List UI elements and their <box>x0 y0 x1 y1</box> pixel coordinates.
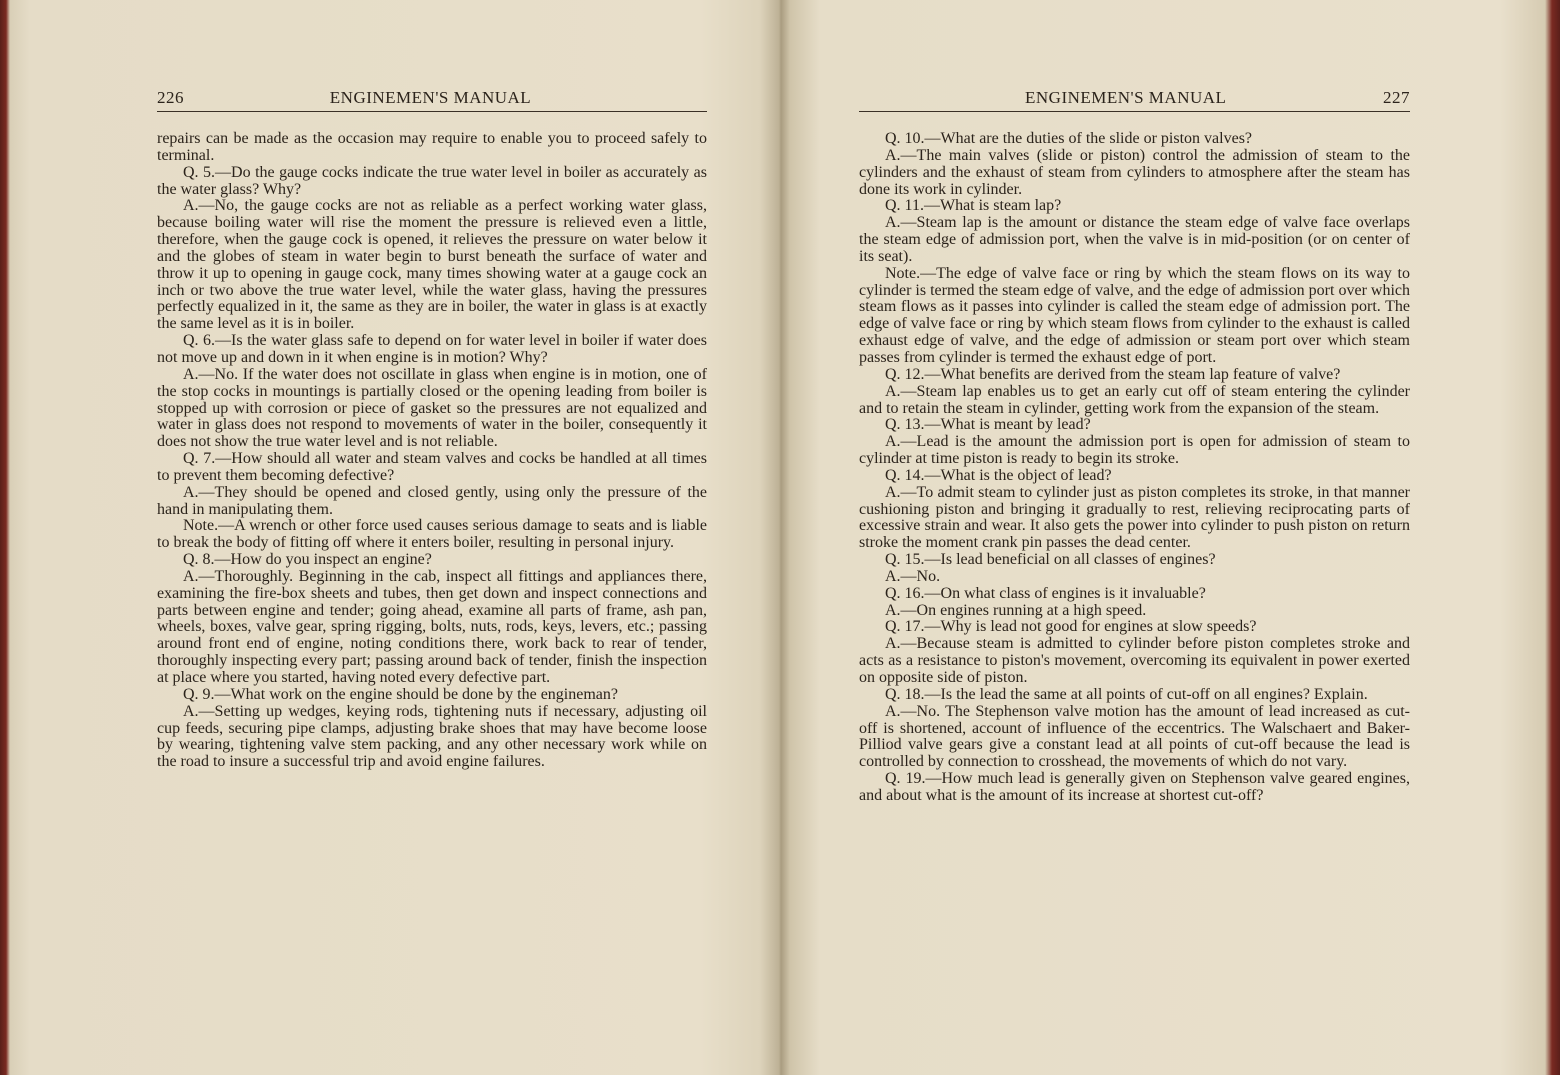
paragraph: Q. 16.—On what class of engines is it invaluable? <box>885 584 1206 602</box>
paragraph: Q. 7.—How should all water and steam valves and cocks be handled at all times to prevent them becoming defective? <box>157 450 707 484</box>
paragraph: A.—No, the gauge cocks are not as reliable as a perfect working water glass, because boiling water will rise the moment the pressure is relieved even a little, therefore, when the gauge cock is opened, it relieves the pressure on water below it and the globes of steam in water begin to burst beneath the surface of water and throw it up to opening in gauge cock, many times showing water at a gauge cock an inch or two above the true water level, while the water glass, having the pressures perfectly equalized in it, the same as they are in boiler, the water in glass is at exactly the same level as it is in boiler. <box>157 197 707 333</box>
paragraph: Q. 11.—What is steam lap? <box>885 197 1062 215</box>
paragraph: Q. 14.—What is the object of lead? <box>885 466 1112 484</box>
paragraph: A.—No. If the water does not oscillate in glass when engine is in motion, one of the stop cocks in mountings is partially closed or the opening leading from boiler is stopped up with corrosion or piece of gasket so the pressures are not equalized and water in glass does not respond to movements of water in the boiler, consequently it does not show the true water level and is not reliable. <box>157 365 707 451</box>
page-number: 226 <box>157 88 184 107</box>
paragraph: repairs can be made as the occasion may require to enable you to proceed safely to terminal. <box>157 130 707 164</box>
left-page-header <box>157 88 707 108</box>
paragraph: A.—On engines running at a high speed. <box>885 601 1147 619</box>
page-number: 227 <box>1383 88 1410 107</box>
running-head: ENGINEMEN'S MANUAL <box>329 88 532 107</box>
paragraph: Q. 6.—Is the water glass safe to depend on for water level in boiler if water does not move up and down in it when engine is in motion? Why? <box>157 332 707 366</box>
paragraph: Note.—The edge of valve face or ring by which the steam flows on its way to cylinder is termed the steam edge of valve, and the edge of admission port over which steam flows as it passes into cylinder is called the steam edge of admission port. The edge of valve face or ring by which steam flows from cylinder to the exhaust is called exhaust edge of valve, and the edge of admission or steam port over which steam passes from cylinder is termed the exhaust edge of port. <box>859 264 1410 366</box>
paragraph: A.—Because steam is admitted to cylinder before piston completes stroke and acts as a resistance to piston's movement, overcoming its equivalent in power exerted on opposite side of piston. <box>859 635 1410 686</box>
paragraph: Q. 18.—Is the lead the same at all points of cut-off on all engines? Explain. <box>885 685 1368 703</box>
paragraph: A.—They should be opened and closed gently, using only the pressure of the hand in manipulating them. <box>157 483 707 518</box>
header-rule <box>157 111 707 112</box>
paragraph: Q. 19.—How much lead is generally given on Stephenson valve geared engines, and about what is the amount of its increase at shortest cut-off? <box>859 770 1410 804</box>
paragraph: Q. 12.—What benefits are derived from the steam lap feature of valve? <box>885 365 1341 383</box>
paragraph: Q. 10.—What are the duties of the slide or piston valves? <box>885 130 1253 147</box>
left-page-body <box>157 131 707 771</box>
paragraph: A.—Thoroughly. Beginning in the cab, inspect all fittings and appliances there, examining the fire-box sheets and tubes, then get down and inspect connections and parts between engine and tender; going ahead, examine all parts of frame, ash pan, wheels, boxes, valve gear, spring rigging, bolts, nuts, rods, keys, levers, etc.; passing around front end of engine, noting conditions there, work back to rear of tender, thoroughly inspecting every part; passing around back of tender, finish the inspection at place where you started, having noted every defective part. <box>157 567 707 686</box>
paragraph: A.—To admit steam to cylinder just as piston completes its stroke, in that manner cushioning piston and bringing it gradually to rest, relieving reciprocating parts of excessive strain and wear. It also gets the power into cylinder to push piston on return stroke the moment crank pin passes the dead center. <box>859 483 1410 552</box>
paragraph: Q. 9.—What work on the engine should be done by the engineman? <box>183 685 618 703</box>
paragraph: A.—Setting up wedges, keying rods, tightening nuts if necessary, adjusting oil cup feeds, securing pipe clamps, adjusting brake shoes that may have become loose by wearing, tightening valve stem packing, and any other necessary work while on the road to insure a successful trip and avoid engine failures. <box>157 702 707 771</box>
paragraph: Note.—A wrench or other force used causes serious damage to seats and is liable to break the body of fitting off where it enters boiler, resulting in personal injury. <box>157 517 707 552</box>
paragraph: A.—No. The Stephenson valve motion has the amount of lead increased as cut-off is shortened, account of influence of the eccentrics. The Walschaert and Baker-Pilliod valve gears give a constant lead at all points of cut-off because the lead is controlled by connection to crosshead, the movements of which do not vary. <box>859 702 1410 771</box>
running-head: ENGINEMEN'S MANUAL <box>1025 88 1227 107</box>
right-page <box>780 0 1560 1075</box>
right-page-body <box>859 131 1410 805</box>
header-rule <box>859 111 1410 112</box>
paragraph: A.—The main valves (slide or piston) control the admission of steam to the cylinders and the exhaust of steam from cylinders to atmosphere after the steam has done its work in cylinder. <box>859 146 1410 198</box>
paragraph: Q. 8.—How do you inspect an engine? <box>183 551 432 569</box>
paragraph: A.—No. <box>885 567 941 585</box>
right-page-header <box>1025 88 1410 108</box>
paragraph: A.—Steam lap enables us to get an early cut off of steam entering the cylinder and to retain the steam in cylinder, getting work from the expansion of the steam. <box>859 382 1410 417</box>
paragraph: Q. 15.—Is lead beneficial on all classes of engines? <box>885 551 1216 569</box>
paragraph: Q. 13.—What is meant by lead? <box>885 416 1091 434</box>
paragraph: A.—Lead is the amount the admission port is open for admission of steam to cylinder at time piston is ready to begin its stroke. <box>859 433 1410 468</box>
paragraph: Q. 5.—Do the gauge cocks indicate the true water level in boiler as accurately as the water glass? Why? <box>157 163 707 198</box>
paragraph: Q. 17.—Why is lead not good for engines at slow speeds? <box>885 618 1257 636</box>
paragraph: A.—Steam lap is the amount or distance the steam edge of valve face overlaps the steam edge of admission port, when the valve is in mid-position (or on center of its seat). <box>859 214 1410 265</box>
